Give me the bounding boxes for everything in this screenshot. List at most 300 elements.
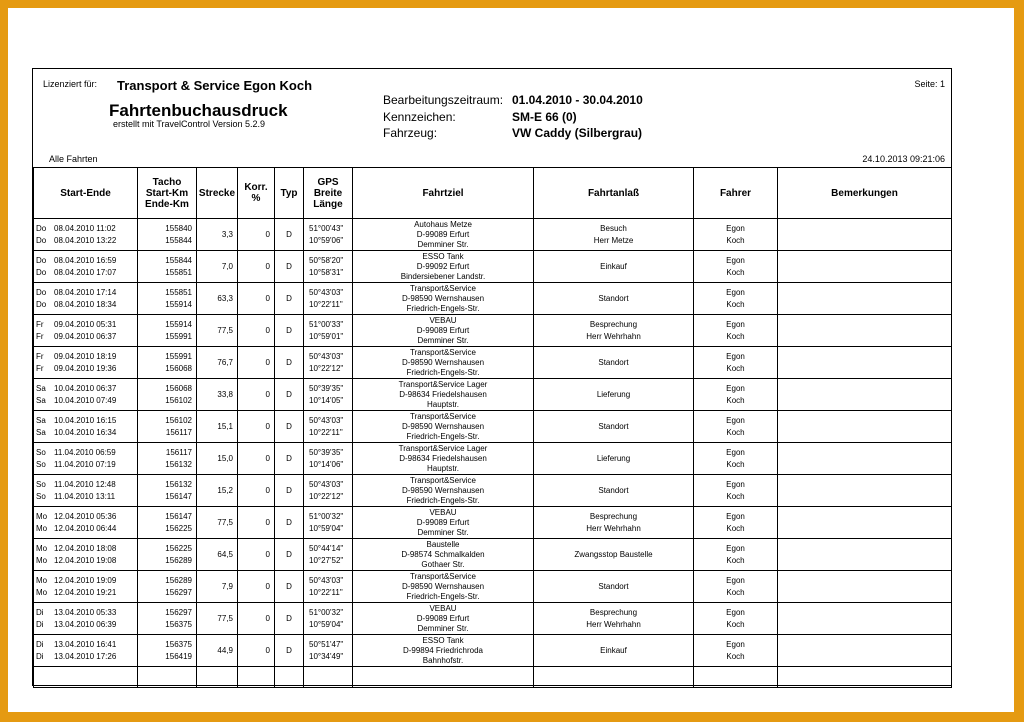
destination-city: D-99894 Friedrichroda [402, 645, 484, 655]
cell-distance: 15,1 [197, 411, 238, 443]
cell-tacho [138, 379, 197, 411]
end-weekday: Sa [36, 395, 46, 405]
start-datetime: 09.04.2010 05:31 [54, 319, 117, 329]
destination-name: VEBAU [429, 603, 457, 613]
page-title: Fahrtenbuchausdruck [109, 101, 288, 120]
vehicle-label: Fahrzeug: [383, 126, 438, 140]
cell-destination [353, 379, 534, 411]
col-distance: Strecke [197, 168, 238, 219]
cell-correction: 0 [238, 219, 275, 251]
col-type: Typ [275, 168, 304, 219]
cell-gps [304, 347, 353, 379]
destination-street: Demminer Str. [417, 239, 469, 249]
gps-longitude: 10°22'11" [309, 427, 343, 437]
cell-type: D [275, 315, 304, 347]
cell-start-end [34, 539, 138, 571]
cell-type: D [275, 603, 304, 635]
start-weekday: Fr [36, 319, 44, 329]
driver-first-name: Egon [726, 543, 745, 553]
destination-city: D-99089 Erfurt [416, 613, 470, 623]
start-datetime: 10.04.2010 06:37 [54, 383, 117, 393]
cell-gps [304, 379, 353, 411]
cell-type: D [275, 443, 304, 475]
empty-cell [304, 667, 353, 688]
driver-last-name: Koch [726, 459, 745, 469]
end-weekday: Di [36, 619, 44, 629]
gps-longitude: 10°59'06" [309, 235, 344, 245]
cell-tacho [138, 411, 197, 443]
cell-driver [694, 219, 778, 251]
cell-gps [304, 411, 353, 443]
cell-tacho [138, 635, 197, 667]
start-weekday: Do [36, 223, 47, 233]
cell-driver [694, 507, 778, 539]
start-datetime: 13.04.2010 05:33 [54, 607, 117, 617]
cell-remarks [778, 379, 952, 411]
cell-correction: 0 [238, 379, 275, 411]
cell-driver [694, 315, 778, 347]
cell-distance: 63,3 [197, 283, 238, 315]
purpose-line-1: Besuch [600, 223, 627, 233]
cell-type: D [275, 219, 304, 251]
cell-type: D [275, 539, 304, 571]
cell-correction: 0 [238, 635, 275, 667]
cell-driver [694, 347, 778, 379]
driver-first-name: Egon [726, 575, 745, 585]
cell-destination [353, 507, 534, 539]
table-row[interactable] [34, 603, 952, 635]
end-datetime: 11.04.2010 07:19 [54, 459, 116, 469]
end-weekday: Do [36, 235, 47, 245]
table-row[interactable] [34, 571, 952, 603]
cell-gps [304, 539, 353, 571]
end-datetime: 08.04.2010 17:07 [54, 267, 117, 277]
gps-latitude: 51°00'32" [309, 511, 344, 521]
cell-purpose [534, 475, 694, 507]
driver-last-name: Koch [726, 299, 745, 309]
purpose-line-1: Lieferung [596, 389, 631, 399]
cell-distance: 7,9 [197, 571, 238, 603]
destination-name: ESSO Tank [422, 635, 464, 645]
destination-city: D-99089 Erfurt [416, 229, 470, 239]
table-header-row [34, 168, 952, 219]
cell-destination [353, 283, 534, 315]
trip-log-table [33, 167, 952, 688]
end-weekday: Mo [36, 523, 48, 533]
cell-purpose [534, 347, 694, 379]
start-weekday: So [36, 479, 46, 489]
cell-start-end [34, 475, 138, 507]
purpose-line-1: Standort [598, 581, 629, 591]
table-row[interactable] [34, 539, 952, 571]
end-datetime: 08.04.2010 18:34 [54, 299, 117, 309]
cell-driver [694, 443, 778, 475]
destination-city: D-99092 Erfurt [416, 261, 470, 271]
empty-cell [275, 667, 304, 688]
cell-correction: 0 [238, 347, 275, 379]
table-row[interactable] [34, 315, 952, 347]
driver-last-name: Koch [726, 523, 745, 533]
cell-driver [694, 379, 778, 411]
cell-driver [694, 571, 778, 603]
cell-remarks [778, 411, 952, 443]
period-label: Bearbeitungszeitraum: [383, 93, 504, 107]
start-km: 156132 [165, 479, 192, 489]
cell-type: D [275, 571, 304, 603]
cell-destination [353, 635, 534, 667]
cell-start-end [34, 443, 138, 475]
cell-purpose [534, 539, 694, 571]
destination-street: Friedrich-Engels-Str. [406, 303, 480, 313]
printed-timestamp: 24.10.2013 09:21:06 [862, 154, 945, 164]
driver-last-name: Koch [726, 587, 745, 597]
cell-gps [304, 443, 353, 475]
cell-type: D [275, 251, 304, 283]
end-weekday: Fr [36, 331, 44, 341]
cell-type: D [275, 475, 304, 507]
driver-last-name: Koch [726, 619, 745, 629]
report-frame [32, 68, 952, 686]
col-purpose: Fahrtanlaß [534, 168, 694, 219]
start-weekday: Di [36, 639, 44, 649]
purpose-line-1: Einkauf [600, 261, 627, 271]
end-km: 156147 [165, 491, 192, 501]
cell-driver [694, 635, 778, 667]
cell-distance: 77,5 [197, 507, 238, 539]
purpose-line-1: Standort [598, 357, 629, 367]
destination-name: Transport&Service [410, 475, 476, 485]
cell-purpose [534, 315, 694, 347]
purpose-line-1: Standort [598, 485, 629, 495]
start-weekday: Mo [36, 575, 48, 585]
cell-start-end [34, 347, 138, 379]
cell-gps [304, 283, 353, 315]
plate-value: SM-E 66 (0) [512, 110, 577, 124]
start-km: 155914 [165, 319, 192, 329]
gps-latitude: 50°44'14" [309, 543, 344, 553]
destination-street: Demminer Str. [417, 335, 469, 345]
empty-cell [34, 667, 138, 688]
col-destination: Fahrtziel [353, 168, 534, 219]
end-datetime: 09.04.2010 06:37 [54, 331, 117, 341]
gps-longitude: 10°27'52" [309, 555, 344, 565]
destination-name: VEBAU [429, 315, 457, 325]
table-row[interactable] [34, 507, 952, 539]
destination-city: D-98634 Friedelshausen [399, 389, 487, 399]
destination-name: VEBAU [429, 507, 457, 517]
col-gps: GPS Breite Länge [304, 168, 353, 219]
gps-longitude: 10°22'11" [309, 299, 343, 309]
start-datetime: 09.04.2010 18:19 [54, 351, 117, 361]
destination-street: Hauptstr. [426, 463, 459, 473]
cell-driver [694, 251, 778, 283]
start-km: 155844 [165, 255, 192, 265]
cell-distance: 64,5 [197, 539, 238, 571]
cell-correction: 0 [238, 411, 275, 443]
destination-street: Friedrich-Engels-Str. [406, 367, 480, 377]
destination-city: D-98634 Friedelshausen [399, 453, 487, 463]
purpose-line-1: Besprechung [589, 319, 638, 329]
gps-longitude: 10°59'04" [309, 523, 344, 533]
cell-tacho [138, 283, 197, 315]
table-row[interactable] [34, 251, 952, 283]
cell-correction: 0 [238, 315, 275, 347]
destination-street: Friedrich-Engels-Str. [406, 591, 480, 601]
cell-gps [304, 475, 353, 507]
start-km: 156289 [165, 575, 192, 585]
cell-tacho [138, 347, 197, 379]
destination-city: D-98590 Wernshausen [401, 421, 485, 431]
cell-gps [304, 603, 353, 635]
cell-purpose [534, 411, 694, 443]
destination-street: Hauptstr. [426, 399, 459, 409]
empty-cell [534, 667, 694, 688]
cell-purpose [534, 507, 694, 539]
driver-last-name: Koch [726, 331, 745, 341]
cell-gps [304, 315, 353, 347]
gps-longitude: 10°58'31" [309, 267, 344, 277]
end-km: 155844 [165, 235, 192, 245]
end-km: 156419 [165, 651, 192, 661]
empty-cell [353, 667, 534, 688]
cell-correction: 0 [238, 507, 275, 539]
cell-remarks [778, 571, 952, 603]
end-km: 156102 [165, 395, 192, 405]
destination-city: D-98590 Wernshausen [401, 357, 485, 367]
end-km: 156132 [165, 459, 192, 469]
start-weekday: Fr [36, 351, 44, 361]
start-km: 156297 [165, 607, 192, 617]
table-row[interactable] [34, 475, 952, 507]
purpose-line-1: Standort [598, 421, 629, 431]
end-weekday: Sa [36, 427, 46, 437]
cell-destination [353, 571, 534, 603]
table-row[interactable] [34, 219, 952, 251]
end-km: 156289 [165, 555, 192, 565]
cell-tacho [138, 475, 197, 507]
empty-cell [778, 667, 952, 688]
table-row[interactable] [34, 379, 952, 411]
licensed-label: Lizenziert für: [43, 79, 98, 89]
cell-purpose [534, 571, 694, 603]
driver-last-name: Koch [726, 427, 745, 437]
destination-street: Bahnhofstr. [422, 655, 464, 665]
gps-latitude: 50°43'03" [309, 287, 344, 297]
gps-latitude: 50°43'03" [309, 575, 344, 585]
end-datetime: 11.04.2010 13:11 [54, 491, 116, 501]
destination-street: Demminer Str. [417, 623, 469, 633]
driver-first-name: Egon [726, 639, 745, 649]
cell-start-end [34, 379, 138, 411]
cell-correction: 0 [238, 283, 275, 315]
purpose-line-1: Besprechung [589, 607, 638, 617]
cell-correction: 0 [238, 475, 275, 507]
cell-remarks [778, 635, 952, 667]
cell-remarks [778, 603, 952, 635]
cell-correction: 0 [238, 571, 275, 603]
cell-start-end [34, 507, 138, 539]
gps-latitude: 51°00'43" [309, 223, 344, 233]
vehicle-value: VW Caddy (Silbergrau) [512, 126, 643, 140]
driver-last-name: Koch [726, 235, 745, 245]
cell-driver [694, 539, 778, 571]
end-datetime: 09.04.2010 19:36 [54, 363, 117, 373]
driver-first-name: Egon [726, 287, 745, 297]
driver-last-name: Koch [726, 651, 745, 661]
purpose-line-2: Herr Wehrhahn [586, 523, 641, 533]
cell-purpose [534, 283, 694, 315]
cell-correction: 0 [238, 443, 275, 475]
end-datetime: 12.04.2010 06:44 [54, 523, 117, 533]
cell-remarks [778, 219, 952, 251]
destination-street: Bindersiebener Landstr. [400, 271, 486, 281]
start-weekday: Do [36, 287, 47, 297]
destination-city: D-98590 Wernshausen [401, 485, 485, 495]
driver-first-name: Egon [726, 255, 745, 265]
cell-correction: 0 [238, 539, 275, 571]
start-datetime: 08.04.2010 17:14 [54, 287, 117, 297]
gps-longitude: 10°14'06" [309, 459, 344, 469]
destination-street: Friedrich-Engels-Str. [406, 431, 480, 441]
destination-name: Transport&Service Lager [398, 443, 488, 453]
cell-remarks [778, 507, 952, 539]
col-driver: Fahrer [694, 168, 778, 219]
start-datetime: 08.04.2010 11:02 [54, 223, 116, 233]
cell-purpose [534, 219, 694, 251]
gps-latitude: 50°39'35" [309, 383, 344, 393]
end-datetime: 13.04.2010 17:26 [54, 651, 117, 661]
destination-city: D-99089 Erfurt [416, 325, 470, 335]
cell-remarks [778, 475, 952, 507]
destination-street: Demminer Str. [417, 527, 469, 537]
cell-distance: 77,5 [197, 603, 238, 635]
cell-remarks [778, 539, 952, 571]
destination-city: D-98574 Schmalkalden [401, 549, 485, 559]
driver-first-name: Egon [726, 447, 745, 457]
cell-type: D [275, 283, 304, 315]
start-datetime: 12.04.2010 19:09 [54, 575, 117, 585]
start-km: 156068 [165, 383, 192, 393]
col-correction: Korr. % [238, 168, 275, 219]
gps-latitude: 50°43'03" [309, 351, 344, 361]
cell-start-end [34, 571, 138, 603]
end-weekday: Do [36, 299, 47, 309]
cell-distance: 77,5 [197, 315, 238, 347]
driver-last-name: Koch [726, 491, 745, 501]
purpose-line-1: Einkauf [600, 645, 627, 655]
cell-type: D [275, 379, 304, 411]
gps-longitude: 10°14'05" [309, 395, 344, 405]
start-km: 156147 [165, 511, 192, 521]
empty-cell [197, 667, 238, 688]
start-datetime: 11.04.2010 06:59 [54, 447, 116, 457]
end-km: 156068 [165, 363, 192, 373]
end-datetime: 10.04.2010 07:49 [54, 395, 117, 405]
driver-last-name: Koch [726, 395, 745, 405]
cell-type: D [275, 347, 304, 379]
plate-label: Kennzeichen: [383, 110, 456, 124]
cell-purpose [534, 603, 694, 635]
purpose-line-2: Herr Metze [593, 235, 634, 245]
end-weekday: Fr [36, 363, 44, 373]
empty-cell [138, 667, 197, 688]
end-weekday: So [36, 459, 46, 469]
start-km: 155840 [165, 223, 192, 233]
destination-name: Baustelle [426, 539, 460, 549]
purpose-line-2: Herr Wehrhahn [586, 619, 641, 629]
cell-distance: 15,2 [197, 475, 238, 507]
purpose-line-2: Herr Wehrhahn [586, 331, 641, 341]
start-datetime: 11.04.2010 12:48 [54, 479, 116, 489]
table-row[interactable] [34, 347, 952, 379]
table-row[interactable] [34, 635, 952, 667]
end-km: 155914 [165, 299, 192, 309]
gps-latitude: 51°00'32" [309, 607, 344, 617]
table-row[interactable] [34, 283, 952, 315]
cell-type: D [275, 635, 304, 667]
col-tacho: Tacho Start-Km Ende-Km [138, 168, 197, 219]
gps-latitude: 50°58'20" [309, 255, 344, 265]
cell-distance: 3,3 [197, 219, 238, 251]
table-row[interactable] [34, 411, 952, 443]
start-weekday: Sa [36, 383, 46, 393]
end-datetime: 08.04.2010 13:22 [54, 235, 117, 245]
table-row[interactable] [34, 443, 952, 475]
end-weekday: So [36, 491, 46, 501]
destination-name: Transport&Service [410, 283, 476, 293]
cell-destination [353, 315, 534, 347]
driver-first-name: Egon [726, 351, 745, 361]
empty-cell [694, 667, 778, 688]
purpose-line-1: Zwangsstop Baustelle [574, 549, 653, 559]
purpose-line-1: Lieferung [596, 453, 631, 463]
cell-tacho [138, 603, 197, 635]
destination-name: Transport&Service Lager [398, 379, 488, 389]
end-datetime: 12.04.2010 19:08 [54, 555, 117, 565]
start-weekday: Di [36, 607, 44, 617]
cell-start-end [34, 635, 138, 667]
cell-distance: 76,7 [197, 347, 238, 379]
driver-first-name: Egon [726, 479, 745, 489]
driver-first-name: Egon [726, 223, 745, 233]
driver-first-name: Egon [726, 511, 745, 521]
cell-destination [353, 539, 534, 571]
end-km: 155851 [165, 267, 192, 277]
gps-longitude: 10°59'04" [309, 619, 344, 629]
gps-longitude: 10°22'12" [309, 491, 344, 501]
cell-start-end [34, 315, 138, 347]
cell-type: D [275, 411, 304, 443]
destination-name: ESSO Tank [422, 251, 464, 261]
cell-tacho [138, 443, 197, 475]
end-datetime: 13.04.2010 06:39 [54, 619, 117, 629]
start-datetime: 13.04.2010 16:41 [54, 639, 117, 649]
cell-driver [694, 283, 778, 315]
start-km: 156375 [165, 639, 192, 649]
period-value: 01.04.2010 - 30.04.2010 [512, 93, 643, 107]
cell-driver [694, 411, 778, 443]
start-km: 156117 [165, 447, 192, 457]
purpose-line-1: Besprechung [589, 511, 638, 521]
col-remarks: Bemerkungen [778, 168, 952, 219]
destination-street: Gothaer Str. [421, 559, 465, 569]
start-weekday: Mo [36, 543, 48, 553]
cell-remarks [778, 443, 952, 475]
cell-start-end [34, 603, 138, 635]
cell-tacho [138, 219, 197, 251]
table-row-empty [34, 667, 952, 688]
cell-driver [694, 475, 778, 507]
